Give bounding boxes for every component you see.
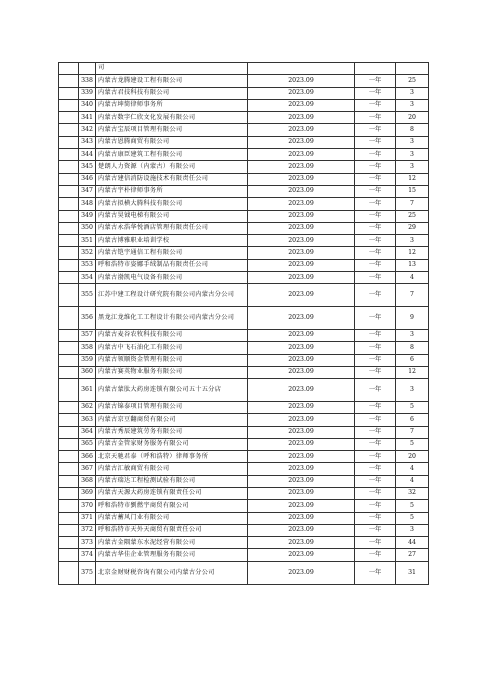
table-row xyxy=(59,475,429,487)
table-company-name: 内蒙古渤凯电气设备有限公司 xyxy=(96,272,248,284)
table-company-name: 呼和浩特市天外天商贸有限责任公司 xyxy=(96,524,248,536)
table-term: 一年 xyxy=(355,284,396,307)
continuation-count-cell xyxy=(396,63,429,75)
table-row-number: 342 xyxy=(79,124,96,136)
table-date: 2023.09 xyxy=(248,112,355,124)
table-term: 一年 xyxy=(355,259,396,271)
table-row xyxy=(59,438,429,450)
table-date: 2023.09 xyxy=(248,99,355,111)
table-row xyxy=(59,99,429,111)
table-date: 2023.09 xyxy=(248,136,355,148)
table-blank-cell xyxy=(59,112,79,124)
table-blank-cell xyxy=(59,342,79,354)
table-row xyxy=(59,549,429,561)
table-company-name: 北京金财财税咨询有限公司内蒙古分公司 xyxy=(96,561,248,584)
table-term: 一年 xyxy=(355,87,396,99)
table-count: 7 xyxy=(396,284,429,307)
table-count: 3 xyxy=(396,161,429,173)
table-row-number: 357 xyxy=(79,329,96,341)
table-row-number: 369 xyxy=(79,488,96,500)
registry-table-body xyxy=(59,63,429,585)
table-count: 3 xyxy=(396,235,429,247)
table-blank-cell xyxy=(59,149,79,161)
table-blank-cell xyxy=(59,222,79,234)
table-count: 4 xyxy=(396,272,429,284)
table-blank-cell xyxy=(59,537,79,549)
table-count: 5 xyxy=(396,500,429,512)
table-row xyxy=(59,561,429,584)
table-date: 2023.09 xyxy=(248,173,355,185)
table-blank-cell xyxy=(59,401,79,413)
table-count: 29 xyxy=(396,222,429,234)
table-row-number: 346 xyxy=(79,173,96,185)
table-blank-cell xyxy=(59,379,79,402)
table-company-name: 内蒙古康臣建筑工程有限公司 xyxy=(96,149,248,161)
table-date: 2023.09 xyxy=(248,342,355,354)
table-row-number: 372 xyxy=(79,524,96,536)
table-row-number: 348 xyxy=(79,198,96,210)
table-date: 2023.09 xyxy=(248,235,355,247)
continuation-no-cell xyxy=(79,63,96,75)
table-date: 2023.09 xyxy=(248,259,355,271)
enterprise-registry-table xyxy=(58,62,429,585)
table-company-name: 楚朗人力资源（内蒙古）有限公司 xyxy=(96,161,248,173)
table-blank-cell xyxy=(59,451,79,463)
table-term: 一年 xyxy=(355,475,396,487)
table-date: 2023.09 xyxy=(248,401,355,413)
table-company-name: 内蒙古麦谷农牧科技有限公司 xyxy=(96,329,248,341)
table-count: 4 xyxy=(396,463,429,475)
table-company-name: 内蒙古蓄风门业有限公司 xyxy=(96,512,248,524)
table-count: 3 xyxy=(396,87,429,99)
table-count: 3 xyxy=(396,524,429,536)
table-count: 7 xyxy=(396,198,429,210)
table-row xyxy=(59,366,429,378)
table-row-number: 347 xyxy=(79,185,96,197)
table-count: 3 xyxy=(396,136,429,148)
table-company-name: 内蒙古坤简律师事务所 xyxy=(96,99,248,111)
table-term: 一年 xyxy=(355,549,396,561)
table-row xyxy=(59,173,429,185)
table-company-name: 呼和浩特市姿娜手绒制品有限责任公司 xyxy=(96,259,248,271)
table-term: 一年 xyxy=(355,210,396,222)
table-count: 20 xyxy=(396,112,429,124)
table-date: 2023.09 xyxy=(248,366,355,378)
table-blank-cell xyxy=(59,366,79,378)
table-date: 2023.09 xyxy=(248,272,355,284)
table-row-number: 371 xyxy=(79,512,96,524)
table-term: 一年 xyxy=(355,379,396,402)
table-row-number: 365 xyxy=(79,438,96,450)
table-company-name: 内蒙古赛英物业服务有限公司 xyxy=(96,366,248,378)
table-company-name: 内蒙古华佳企业管理服务有限公司 xyxy=(96,549,248,561)
table-term: 一年 xyxy=(355,99,396,111)
table-company-name: 内蒙古数字仁欣文化发展有限公司 xyxy=(96,112,248,124)
table-row-number: 374 xyxy=(79,549,96,561)
table-date: 2023.09 xyxy=(248,185,355,197)
table-row xyxy=(59,149,429,161)
table-count: 8 xyxy=(396,124,429,136)
table-row xyxy=(59,136,429,148)
table-blank-cell xyxy=(59,235,79,247)
table-row xyxy=(59,210,429,222)
table-count: 44 xyxy=(396,537,429,549)
table-company-name: 内蒙古君技科技有限公司 xyxy=(96,87,248,99)
table-count: 7 xyxy=(396,426,429,438)
table-blank-cell xyxy=(59,488,79,500)
table-row-number: 370 xyxy=(79,500,96,512)
table-blank-cell xyxy=(59,272,79,284)
table-company-name: 内蒙古宇朴律师事务所 xyxy=(96,185,248,197)
table-date: 2023.09 xyxy=(248,512,355,524)
table-row xyxy=(59,500,429,512)
table-date: 2023.09 xyxy=(248,247,355,259)
table-term: 一年 xyxy=(355,426,396,438)
table-row xyxy=(59,512,429,524)
table-row-number: 362 xyxy=(79,401,96,413)
table-date: 2023.09 xyxy=(248,524,355,536)
table-blank-cell xyxy=(59,75,79,87)
table-row-number: 373 xyxy=(79,537,96,549)
table-blank-cell xyxy=(59,259,79,271)
table-row-number: 367 xyxy=(79,463,96,475)
table-company-name: 内蒙古京豆翻商贸有限公司 xyxy=(96,414,248,426)
table-term: 一年 xyxy=(355,124,396,136)
table-term: 一年 xyxy=(355,235,396,247)
table-row xyxy=(59,272,429,284)
table-row xyxy=(59,235,429,247)
table-count: 8 xyxy=(396,342,429,354)
table-blank-cell xyxy=(59,87,79,99)
table-row xyxy=(59,307,429,330)
table-date: 2023.09 xyxy=(248,149,355,161)
table-blank-cell xyxy=(59,124,79,136)
table-row-number: 352 xyxy=(79,247,96,259)
table-row xyxy=(59,414,429,426)
table-blank-cell xyxy=(59,307,79,330)
table-date: 2023.09 xyxy=(248,222,355,234)
table-blank-cell xyxy=(59,198,79,210)
table-row-number: 366 xyxy=(79,451,96,463)
table-company-name: 内蒙古建信消防设施技术有限责任公司 xyxy=(96,173,248,185)
table-company-name: 内蒙古蒙肽大药房连锁有限公司五十五分店 xyxy=(96,379,248,402)
table-company-name: 江苏中建工程设计研究院有限公司内蒙古分公司 xyxy=(96,284,248,307)
table-row xyxy=(59,451,429,463)
table-row-number: 340 xyxy=(79,99,96,111)
table-blank-cell xyxy=(59,185,79,197)
table-row xyxy=(59,401,429,413)
table-count: 12 xyxy=(396,247,429,259)
table-term: 一年 xyxy=(355,329,396,341)
table-company-name: 内蒙古宝辰项目管理有限公司 xyxy=(96,124,248,136)
table-term: 一年 xyxy=(355,366,396,378)
table-blank-cell xyxy=(59,463,79,475)
table-count: 9 xyxy=(396,307,429,330)
table-company-name: 内蒙古恩腾商贸有限公司 xyxy=(96,136,248,148)
table-count: 3 xyxy=(396,149,429,161)
table-blank-cell xyxy=(59,426,79,438)
table-row-number: 354 xyxy=(79,272,96,284)
table-row xyxy=(59,185,429,197)
table-row-number: 341 xyxy=(79,112,96,124)
table-row xyxy=(59,329,429,341)
table-count: 3 xyxy=(396,379,429,402)
table-row-number: 355 xyxy=(79,284,96,307)
table-row xyxy=(59,488,429,500)
table-row xyxy=(59,524,429,536)
table-date: 2023.09 xyxy=(248,75,355,87)
table-term: 一年 xyxy=(355,354,396,366)
table-date: 2023.09 xyxy=(248,329,355,341)
continuation-blank-cell xyxy=(59,63,79,75)
table-blank-cell xyxy=(59,561,79,584)
table-company-name: 内蒙古锦泰项目管理有限公司 xyxy=(96,401,248,413)
table-count: 31 xyxy=(396,561,429,584)
table-date: 2023.09 xyxy=(248,354,355,366)
table-date: 2023.09 xyxy=(248,451,355,463)
table-blank-cell xyxy=(59,136,79,148)
table-blank-cell xyxy=(59,173,79,185)
table-date: 2023.09 xyxy=(248,549,355,561)
table-row-number: 364 xyxy=(79,426,96,438)
table-blank-cell xyxy=(59,210,79,222)
table-row xyxy=(59,426,429,438)
table-row xyxy=(59,379,429,402)
continuation-name-cell: 司 xyxy=(96,63,248,75)
table-company-name: 内蒙古秀辰建筑劳务有限公司 xyxy=(96,426,248,438)
table-blank-cell xyxy=(59,161,79,173)
table-term: 一年 xyxy=(355,524,396,536)
table-blank-cell xyxy=(59,512,79,524)
table-company-name: 内蒙古天源大药房连锁有限责任公司 xyxy=(96,488,248,500)
table-company-name: 内蒙古永浩华悦酒店管理有限责任公司 xyxy=(96,222,248,234)
table-date: 2023.09 xyxy=(248,87,355,99)
table-company-name: 内蒙古拟横大腾科技有限公司 xyxy=(96,198,248,210)
table-date: 2023.09 xyxy=(248,438,355,450)
table-row xyxy=(59,463,429,475)
table-term: 一年 xyxy=(355,272,396,284)
table-row-number: 343 xyxy=(79,136,96,148)
table-row xyxy=(59,354,429,366)
table-row-number: 363 xyxy=(79,414,96,426)
table-date: 2023.09 xyxy=(248,500,355,512)
table-row-number: 360 xyxy=(79,366,96,378)
table-term: 一年 xyxy=(355,185,396,197)
table-row xyxy=(59,124,429,136)
table-blank-cell xyxy=(59,524,79,536)
table-date: 2023.09 xyxy=(248,426,355,438)
table-term: 一年 xyxy=(355,561,396,584)
table-term: 一年 xyxy=(355,173,396,185)
table-company-name: 黑龙江龙维化工工程设计有限公司内蒙古分公司 xyxy=(96,307,248,330)
table-row-number: 344 xyxy=(79,149,96,161)
table-company-name: 内蒙古龙腾建设工程有限公司 xyxy=(96,75,248,87)
table-company-name: 内蒙古汇敏商贸有限公司 xyxy=(96,463,248,475)
table-term: 一年 xyxy=(355,198,396,210)
table-date: 2023.09 xyxy=(248,161,355,173)
table-company-name: 北京天驰君泰（呼和浩特）律师事务所 xyxy=(96,451,248,463)
table-row-number: 351 xyxy=(79,235,96,247)
table-count: 12 xyxy=(396,366,429,378)
table-date: 2023.09 xyxy=(248,414,355,426)
table-count: 6 xyxy=(396,414,429,426)
table-count: 3 xyxy=(396,329,429,341)
table-term: 一年 xyxy=(355,161,396,173)
table-row-number: 350 xyxy=(79,222,96,234)
table-blank-cell xyxy=(59,549,79,561)
table-term: 一年 xyxy=(355,136,396,148)
table-row-number: 368 xyxy=(79,475,96,487)
table-row xyxy=(59,284,429,307)
table-count: 5 xyxy=(396,512,429,524)
table-row-number: 361 xyxy=(79,379,96,402)
table-company-name: 内蒙古中飞石油化工有限公司 xyxy=(96,342,248,354)
table-count: 5 xyxy=(396,438,429,450)
table-date: 2023.09 xyxy=(248,198,355,210)
table-row xyxy=(59,247,429,259)
table-term: 一年 xyxy=(355,112,396,124)
table-date: 2023.09 xyxy=(248,537,355,549)
table-row xyxy=(59,222,429,234)
table-row-number: 356 xyxy=(79,307,96,330)
table-row xyxy=(59,342,429,354)
table-company-name: 内蒙古铠宇通信工程有限公司 xyxy=(96,247,248,259)
table-term: 一年 xyxy=(355,500,396,512)
table-term: 一年 xyxy=(355,342,396,354)
table-blank-cell xyxy=(59,354,79,366)
table-blank-cell xyxy=(59,284,79,307)
table-row-number: 345 xyxy=(79,161,96,173)
table-company-name: 内蒙古昊钺电梯有限公司 xyxy=(96,210,248,222)
table-term: 一年 xyxy=(355,451,396,463)
table-row xyxy=(59,112,429,124)
table-blank-cell xyxy=(59,500,79,512)
table-blank-cell xyxy=(59,438,79,450)
table-blank-cell xyxy=(59,99,79,111)
table-date: 2023.09 xyxy=(248,561,355,584)
table-blank-cell xyxy=(59,475,79,487)
table-term: 一年 xyxy=(355,401,396,413)
table-row-number: 358 xyxy=(79,342,96,354)
table-count: 27 xyxy=(396,549,429,561)
continuation-date-cell xyxy=(248,63,355,75)
table-count: 20 xyxy=(396,451,429,463)
table-count: 15 xyxy=(396,185,429,197)
table-term: 一年 xyxy=(355,222,396,234)
table-company-name: 内蒙古金管家财务服务有限公司 xyxy=(96,438,248,450)
table-date: 2023.09 xyxy=(248,307,355,330)
table-row xyxy=(59,259,429,271)
table-term: 一年 xyxy=(355,307,396,330)
table-row xyxy=(59,161,429,173)
table-term: 一年 xyxy=(355,414,396,426)
table-blank-cell xyxy=(59,329,79,341)
table-blank-cell xyxy=(59,247,79,259)
table-company-name: 内蒙古领顺资金管理有限公司 xyxy=(96,354,248,366)
table-date: 2023.09 xyxy=(248,124,355,136)
table-row xyxy=(59,198,429,210)
table-count: 25 xyxy=(396,75,429,87)
table-row-number: 338 xyxy=(79,75,96,87)
table-term: 一年 xyxy=(355,438,396,450)
continuation-row xyxy=(59,63,429,75)
table-company-name: 内蒙古金隅蒙东水泥经营有限公司 xyxy=(96,537,248,549)
table-company-name: 内蒙古博雅职业培训学校 xyxy=(96,235,248,247)
table-date: 2023.09 xyxy=(248,475,355,487)
table-row xyxy=(59,537,429,549)
table-count: 5 xyxy=(396,401,429,413)
table-row-number: 359 xyxy=(79,354,96,366)
table-company-name: 呼和浩特市劉燃宇商贸有限公司 xyxy=(96,500,248,512)
table-date: 2023.09 xyxy=(248,379,355,402)
table-date: 2023.09 xyxy=(248,488,355,500)
continuation-term-cell xyxy=(355,63,396,75)
table-row-number: 349 xyxy=(79,210,96,222)
table-term: 一年 xyxy=(355,512,396,524)
table-count: 32 xyxy=(396,488,429,500)
table-row xyxy=(59,87,429,99)
table-date: 2023.09 xyxy=(248,284,355,307)
table-row-number: 339 xyxy=(79,87,96,99)
table-count: 25 xyxy=(396,210,429,222)
table-count: 6 xyxy=(396,354,429,366)
table-blank-cell xyxy=(59,414,79,426)
table-count: 4 xyxy=(396,475,429,487)
table-count: 3 xyxy=(396,99,429,111)
table-term: 一年 xyxy=(355,75,396,87)
table-term: 一年 xyxy=(355,149,396,161)
table-count: 12 xyxy=(396,173,429,185)
table-company-name: 内蒙古瑞达工程检测试验有限公司 xyxy=(96,475,248,487)
table-row xyxy=(59,75,429,87)
table-row-number: 375 xyxy=(79,561,96,584)
table-date: 2023.09 xyxy=(248,210,355,222)
table-term: 一年 xyxy=(355,247,396,259)
table-row-number: 353 xyxy=(79,259,96,271)
table-date: 2023.09 xyxy=(248,463,355,475)
table-term: 一年 xyxy=(355,488,396,500)
table-term: 一年 xyxy=(355,537,396,549)
table-term: 一年 xyxy=(355,463,396,475)
table-count: 13 xyxy=(396,259,429,271)
